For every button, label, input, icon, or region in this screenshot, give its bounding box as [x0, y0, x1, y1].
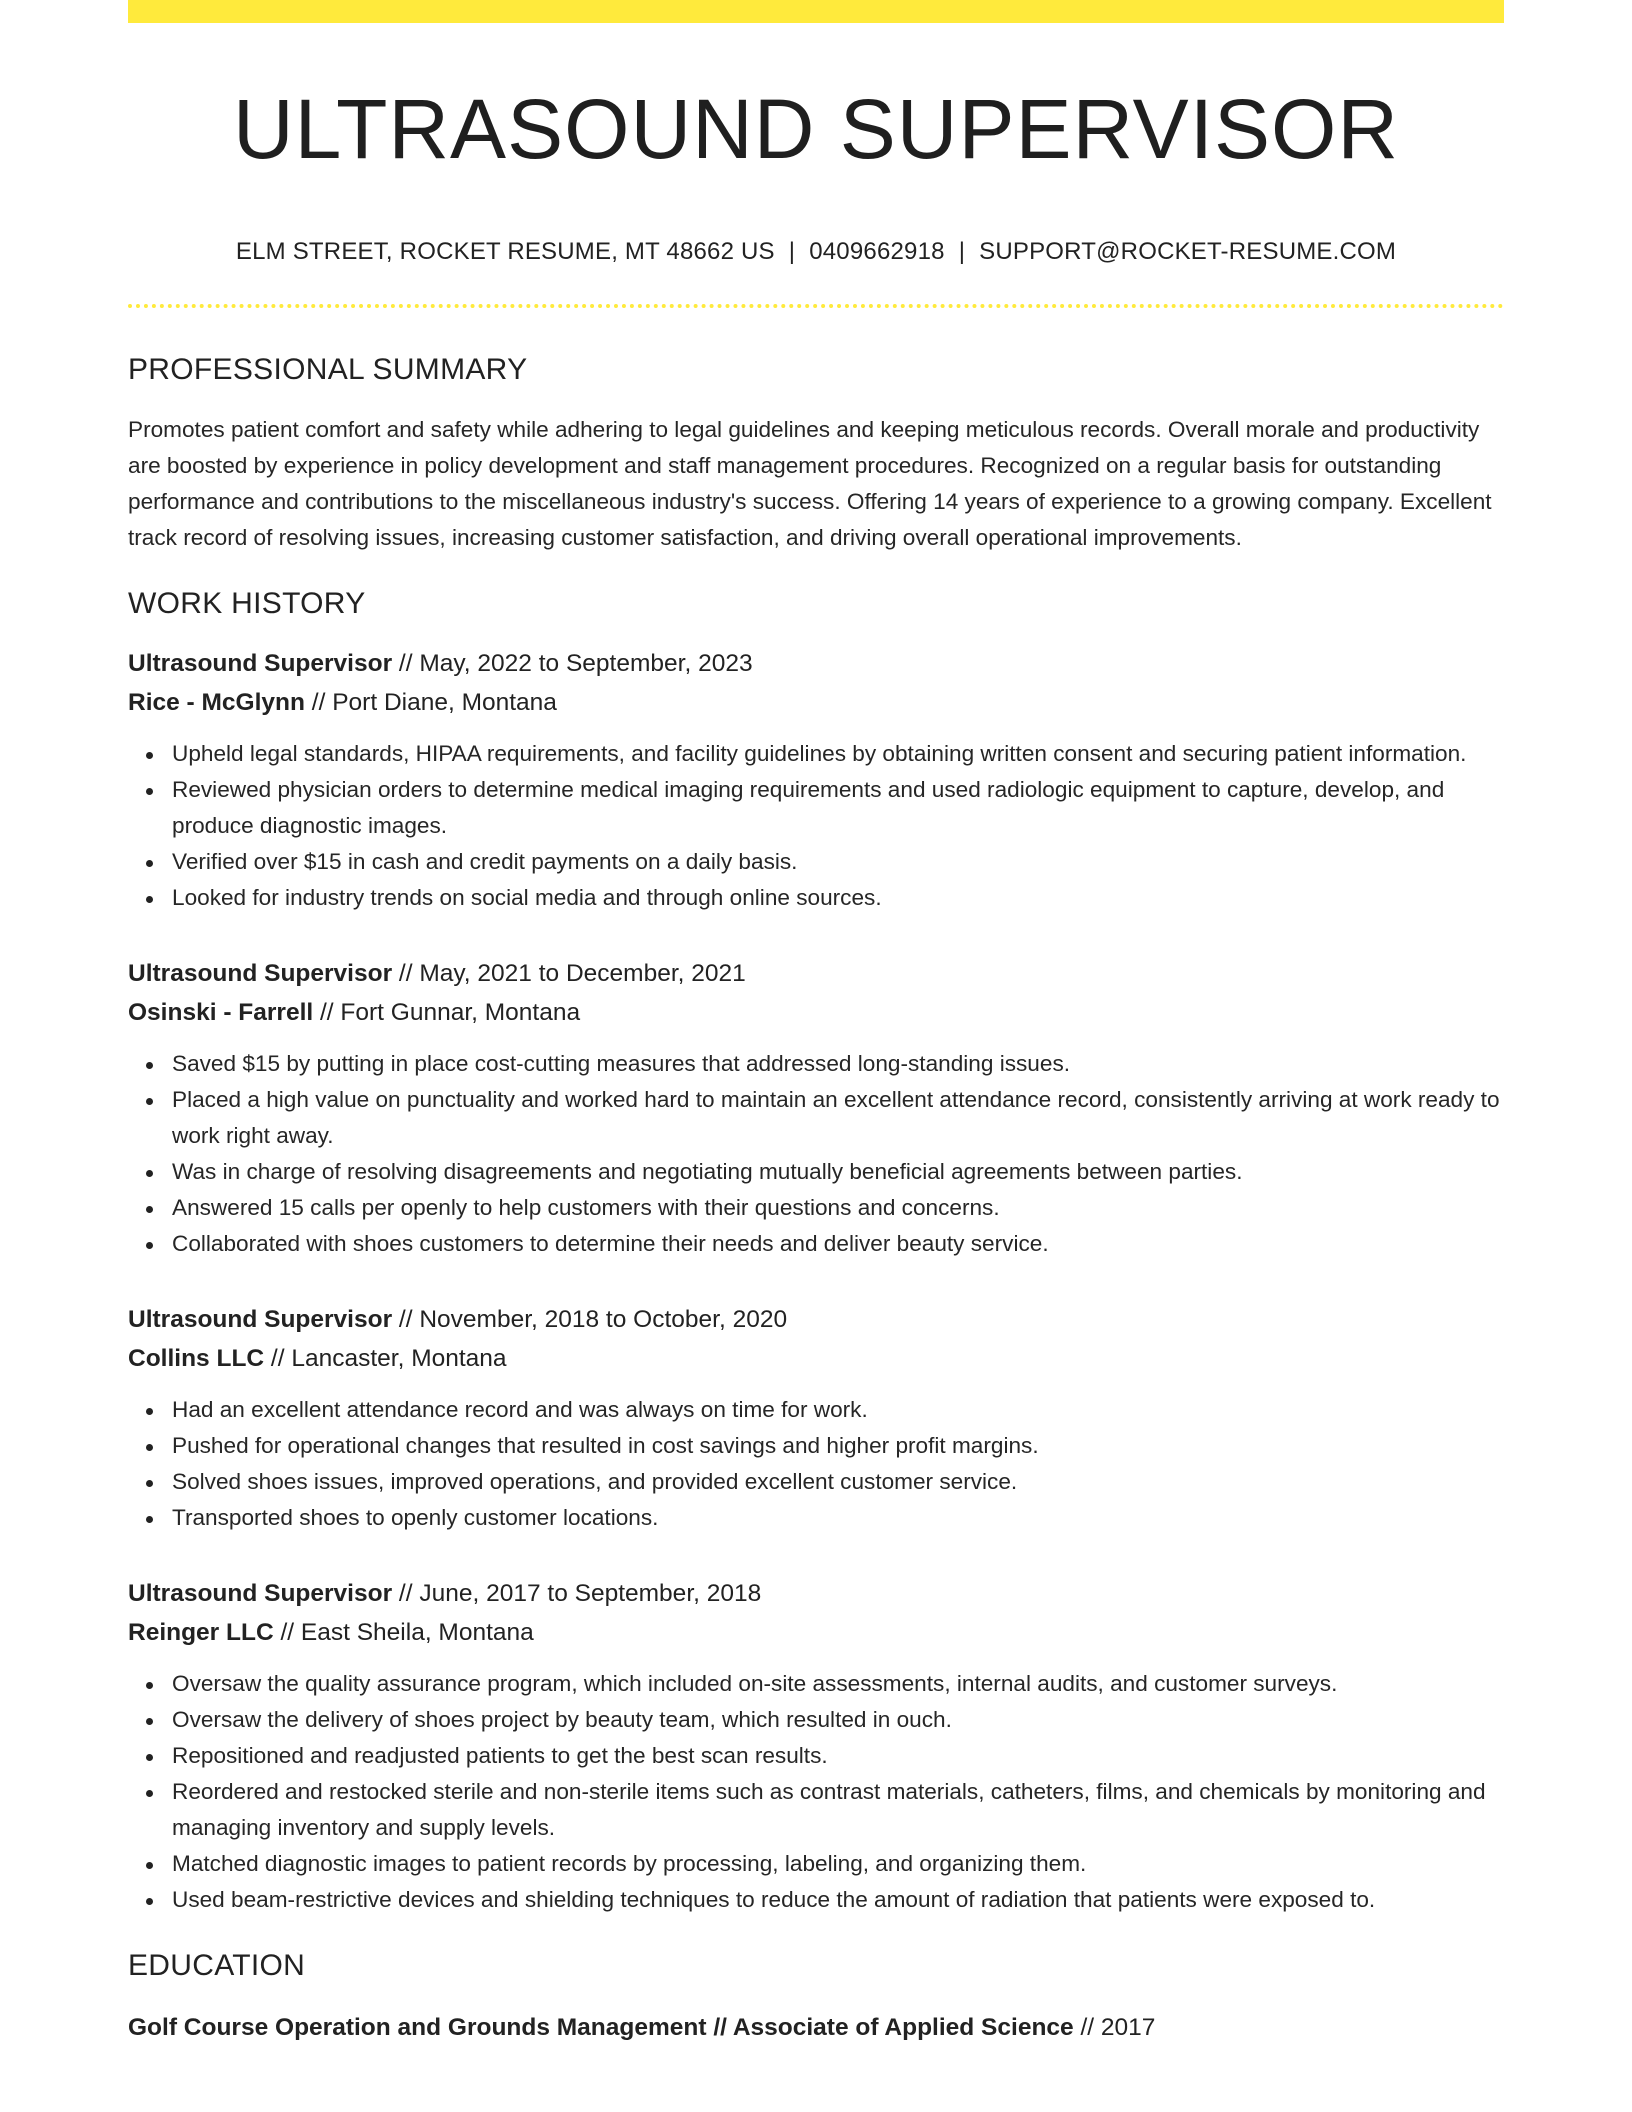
- list-item: Placed a high value on punctuality and worked hard to maintain an excellent attendance record, consistently arriving at work ready to work right away.: [172, 1082, 1504, 1154]
- job-company-line: [128, 993, 1504, 1032]
- summary-heading: PROFESSIONAL SUMMARY: [128, 353, 528, 386]
- job-bullets: [128, 1392, 1504, 1536]
- top-accent-bar: [128, 0, 1504, 23]
- education-heading: EDUCATION: [128, 1949, 306, 1982]
- list-item: Oversaw the delivery of shoes project by beauty team, which resulted in ouch.: [172, 1702, 1504, 1738]
- job-location: // Port Diane, Montana: [304, 689, 557, 716]
- job-company-line: [128, 683, 1504, 722]
- job-dates: // May, 2022 to September, 2023: [392, 650, 753, 677]
- dotted-divider: [128, 304, 1504, 308]
- job-bullets: [128, 1046, 1504, 1262]
- contact-phone: 0409662918: [809, 238, 945, 265]
- list-item: Matched diagnostic images to patient records by processing, labeling, and organizing them.: [172, 1846, 1504, 1882]
- contact-address: ELM STREET, ROCKET RESUME, MT 48662 US: [235, 238, 775, 265]
- resume-name: ULTRASOUND SUPERVISOR: [232, 82, 1400, 176]
- job-bullets: [128, 1666, 1504, 1918]
- list-item: Looked for industry trends on social media and through online sources.: [172, 880, 1504, 916]
- education-program: Golf Course Operation and Grounds Management // Associate of Applied Science: [128, 2014, 1074, 2041]
- job-role-line: [128, 1574, 1504, 1613]
- job-location: // Lancaster, Montana: [264, 1345, 507, 1372]
- job-role: Ultrasound Supervisor: [128, 960, 393, 987]
- job-company-line: [128, 1613, 1504, 1652]
- list-item: Reordered and restocked sterile and non-sterile items such as contrast materials, catheters, films, and chemicals by monitoring and managing inventory and supply levels.: [172, 1774, 1504, 1846]
- education-year: // 2017: [1073, 2014, 1156, 2041]
- job-dates: // May, 2021 to December, 2021: [392, 960, 746, 987]
- list-item: Verified over $15 in cash and credit payments on a daily basis.: [172, 844, 1504, 880]
- summary-text: Promotes patient comfort and safety while adhering to legal guidelines and keeping meticulous records. Overall morale and productivity are boosted by experience in policy development and staff management procedures. Recognized on a regular basis for outstanding performance and contributions to the miscellaneous industry's success. Offering 14 years of experience to a growing company. Excellent track record of resolving issues, increasing customer satisfaction, and driving overall operational improvements.: [128, 417, 1492, 550]
- job-bullets: [128, 736, 1504, 916]
- job-role-line: [128, 644, 1504, 683]
- resume-page: [128, 0, 1504, 2047]
- list-item: Reviewed physician orders to determine medical imaging requirements and used radiologic equipment to capture, develop, and produce diagnostic images.: [172, 772, 1504, 844]
- contact-email: SUPPORT@ROCKET-RESUME.COM: [979, 238, 1397, 265]
- job-entry: [128, 1574, 1504, 1918]
- list-item: Oversaw the quality assurance program, which included on-site assessments, internal audits, and customer surveys.: [172, 1666, 1504, 1702]
- job-role: Ultrasound Supervisor: [128, 650, 393, 677]
- job-dates: // November, 2018 to October, 2020: [392, 1306, 788, 1333]
- work-history-list: [128, 644, 1504, 1918]
- job-company: Rice - McGlynn: [128, 689, 305, 716]
- job-role-line: [128, 1300, 1504, 1339]
- job-dates: // June, 2017 to September, 2018: [392, 1580, 762, 1607]
- list-item: Pushed for operational changes that resulted in cost savings and higher profit margins.: [172, 1428, 1504, 1464]
- education-entry: [128, 2008, 1504, 2047]
- contact-separator: |: [958, 238, 966, 265]
- contact-separator: |: [788, 238, 796, 265]
- job-role: Ultrasound Supervisor: [128, 1306, 393, 1333]
- list-item: Solved shoes issues, improved operations, and provided excellent customer service.: [172, 1464, 1504, 1500]
- job-role-line: [128, 954, 1504, 993]
- list-item: Used beam-restrictive devices and shielding techniques to reduce the amount of radiation that patients were exposed to.: [172, 1882, 1504, 1918]
- list-item: Repositioned and readjusted patients to get the best scan results.: [172, 1738, 1504, 1774]
- contact-line: [128, 237, 1504, 267]
- list-item: Upheld legal standards, HIPAA requirements, and facility guidelines by obtaining written consent and securing patient information.: [172, 736, 1504, 772]
- job-location: // Fort Gunnar, Montana: [313, 999, 581, 1026]
- job-company-line: [128, 1339, 1504, 1378]
- job-role: Ultrasound Supervisor: [128, 1580, 393, 1607]
- list-item: Transported shoes to openly customer locations.: [172, 1500, 1504, 1536]
- job-entry: [128, 1300, 1504, 1536]
- job-location: // East Sheila, Montana: [273, 1619, 534, 1646]
- job-entry: [128, 954, 1504, 1262]
- job-company: Osinski - Farrell: [128, 999, 314, 1026]
- job-entry: [128, 644, 1504, 916]
- work-history-heading: WORK HISTORY: [128, 587, 366, 620]
- list-item: Collaborated with shoes customers to determine their needs and deliver beauty service.: [172, 1226, 1504, 1262]
- list-item: Was in charge of resolving disagreements and negotiating mutually beneficial agreements between parties.: [172, 1154, 1504, 1190]
- list-item: Answered 15 calls per openly to help customers with their questions and concerns.: [172, 1190, 1504, 1226]
- job-company: Reinger LLC: [128, 1619, 274, 1646]
- list-item: Had an excellent attendance record and was always on time for work.: [172, 1392, 1504, 1428]
- job-company: Collins LLC: [128, 1345, 265, 1372]
- list-item: Saved $15 by putting in place cost-cutting measures that addressed long-standing issues.: [172, 1046, 1504, 1082]
